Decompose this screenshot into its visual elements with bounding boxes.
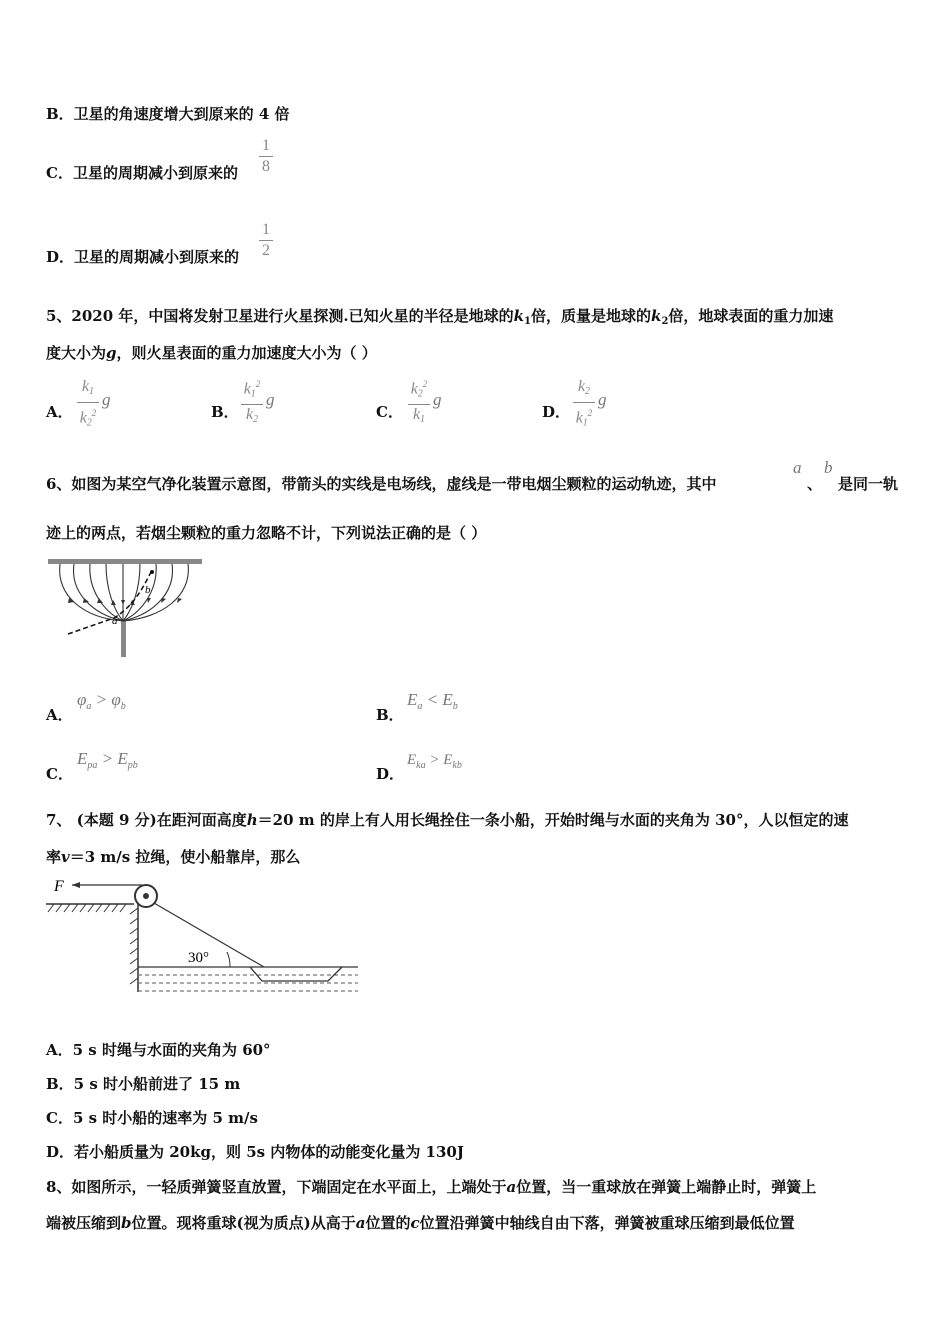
q5-option-b-g: g bbox=[266, 390, 275, 409]
q7-option-b: B．5 s 时小船前进了 15 m bbox=[46, 1075, 241, 1093]
q8-stem-line1: 8、如图所示，一轻质弹簧竖直放置，下端固定在水平面上，上端处于a位置，当一重球放在弹簧上端静止时，弹簧上 bbox=[46, 1178, 817, 1196]
q5-option-d-label: D． bbox=[542, 403, 571, 421]
diagram-label-b: b bbox=[145, 584, 151, 596]
q5-option-b-fraction: $k_1^2$ $k_2$ bbox=[241, 375, 263, 429]
q6-option-a-math: $\varphi_a > \varphi_b$ bbox=[77, 690, 126, 712]
q5-option-a-fraction: $k_1$ $k_2^2$ bbox=[77, 378, 99, 432]
q6-option-a-label: A． bbox=[46, 706, 73, 724]
q6-stem-line1-end: 是同一轨 bbox=[838, 475, 899, 493]
q7-option-d: D．若小船质量为 20kg，则 5s 内物体的动能变化量为 130J bbox=[46, 1143, 464, 1161]
angle-label: 30° bbox=[188, 950, 209, 966]
q6-option-c-math: $E_{pa} > E_{pb}$ bbox=[77, 749, 138, 771]
q6-stem-line2: 迹上的两点，若烟尘颗粒的重力忽略不计，下列说法正确的是（ ） bbox=[46, 524, 487, 542]
q5-option-d-fraction: $k_2$ $k_1^2$ bbox=[573, 378, 595, 432]
q5-option-b-label: B． bbox=[211, 403, 239, 421]
diagram-label-a: a bbox=[112, 615, 118, 627]
force-label-F: F bbox=[54, 878, 64, 895]
plate bbox=[48, 559, 202, 564]
q7-stem-line2: 率v＝3 m/s 拉绳，使小船靠岸，那么 bbox=[46, 848, 301, 866]
electrode-stem bbox=[121, 621, 126, 657]
q6-var-b: b bbox=[824, 458, 833, 477]
q4-option-d: D．卫星的周期减小到原来的 bbox=[46, 248, 240, 266]
q5-stem-line2: 度大小为g，则火星表面的重力加速度大小为（ ） bbox=[46, 344, 377, 362]
q6-var-a: a bbox=[793, 458, 802, 477]
q5-option-c-fraction: $k_2^2$ $k_1$ bbox=[408, 375, 430, 429]
q4-option-c: C．卫星的周期减小到原来的 bbox=[46, 164, 238, 182]
q4-option-c-fraction: 1 8 bbox=[259, 137, 273, 176]
q5-option-c-g: g bbox=[433, 390, 442, 409]
q6-option-c-label: C． bbox=[46, 765, 73, 783]
q5-option-d-g: g bbox=[598, 390, 607, 409]
q5-option-c-label: C． bbox=[376, 403, 403, 421]
q7-option-a: A．5 s 时绳与水面的夹角为 60° bbox=[46, 1041, 271, 1059]
q6-separator: 、 bbox=[807, 475, 823, 493]
q7-option-c: C．5 s 时小船的速率为 5 m/s bbox=[46, 1109, 258, 1127]
q6-stem-line1: 6、如图为某空气净化装置示意图，带箭头的实线是电场线，虚线是一带电烟尘颗粒的运动轨迹，其中 bbox=[46, 475, 717, 493]
q6-option-d-math: $E_{ka} > E_{kb}$ bbox=[407, 752, 462, 771]
q4-option-d-fraction: 1 2 bbox=[259, 221, 273, 260]
q5-option-a-g: g bbox=[102, 390, 111, 409]
q6-option-b-label: B． bbox=[376, 706, 404, 724]
q6-option-d-label: D． bbox=[376, 765, 405, 783]
air-purifier-field-diagram bbox=[44, 556, 206, 660]
boat-rope-diagram bbox=[42, 872, 362, 997]
q5-option-a-label: A． bbox=[46, 403, 73, 421]
q4-option-b: B．卫星的角速度增大到原来的 4 倍 bbox=[46, 105, 290, 123]
q8-stem-line2: 端被压缩到b位置。现将重球(视为质点)从高于a位置的c位置沿弹簧中轴线自由下落，弹簧被重球压缩到最低位置 bbox=[46, 1214, 795, 1232]
q6-option-b-math: $E_a < E_b$ bbox=[407, 690, 458, 712]
q5-stem-line1: 5、2020 年，中国将发射卫星进行火星探测.已知火星的半径是地球的$k_1$倍，质量是地球的$k_2$倍，地球表面的重力加速 bbox=[46, 307, 834, 327]
q7-stem-line1: 7、 (本题 9 分)在距河面高度h＝20 m 的岸上有人用长绳拴住一条小船，开始时绳与水面的夹角为 30°，人以恒定的速 bbox=[46, 811, 849, 829]
